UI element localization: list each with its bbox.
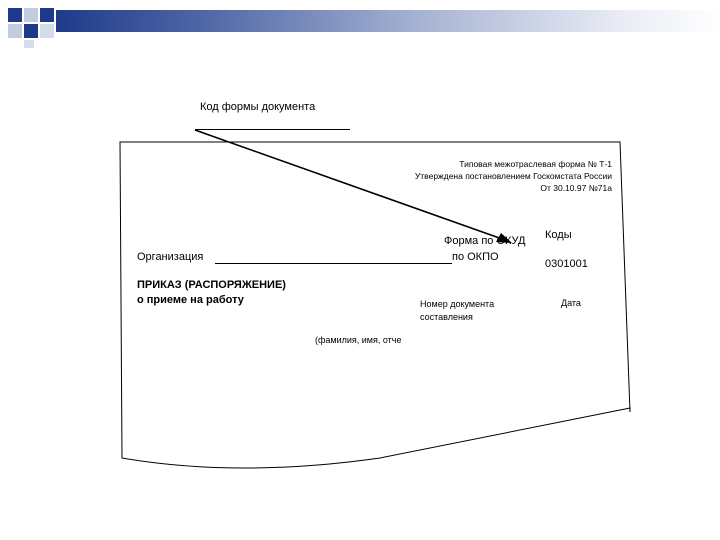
- full-name-label: (фамилия, имя, отче: [315, 335, 402, 345]
- order-title: ПРИКАЗ (РАСПОРЯЖЕНИЕ): [137, 279, 286, 291]
- template-form-note: [392, 158, 612, 194]
- organization-label: Организация: [137, 251, 204, 263]
- okud-value: 0301001: [545, 258, 588, 270]
- codes-header: Коды: [545, 229, 572, 241]
- doc-number-label: Номер документа составления: [420, 299, 495, 322]
- okpo-label: по ОКПО: [452, 251, 499, 263]
- order-subtitle: о приеме на работу: [137, 294, 244, 306]
- template-note-line: Типовая межотраслевая форма № Т-1: [459, 159, 612, 169]
- template-note-line: От 30.10.97 №71а: [540, 183, 612, 193]
- form-code-label: Код формы документа: [200, 101, 316, 113]
- template-note-line: Утверждена постановлением Госкомстата России: [414, 171, 612, 181]
- date-label: Дата: [561, 298, 581, 308]
- okud-label: Форма по ОКУД: [444, 235, 526, 247]
- organization-field-line: [215, 263, 452, 264]
